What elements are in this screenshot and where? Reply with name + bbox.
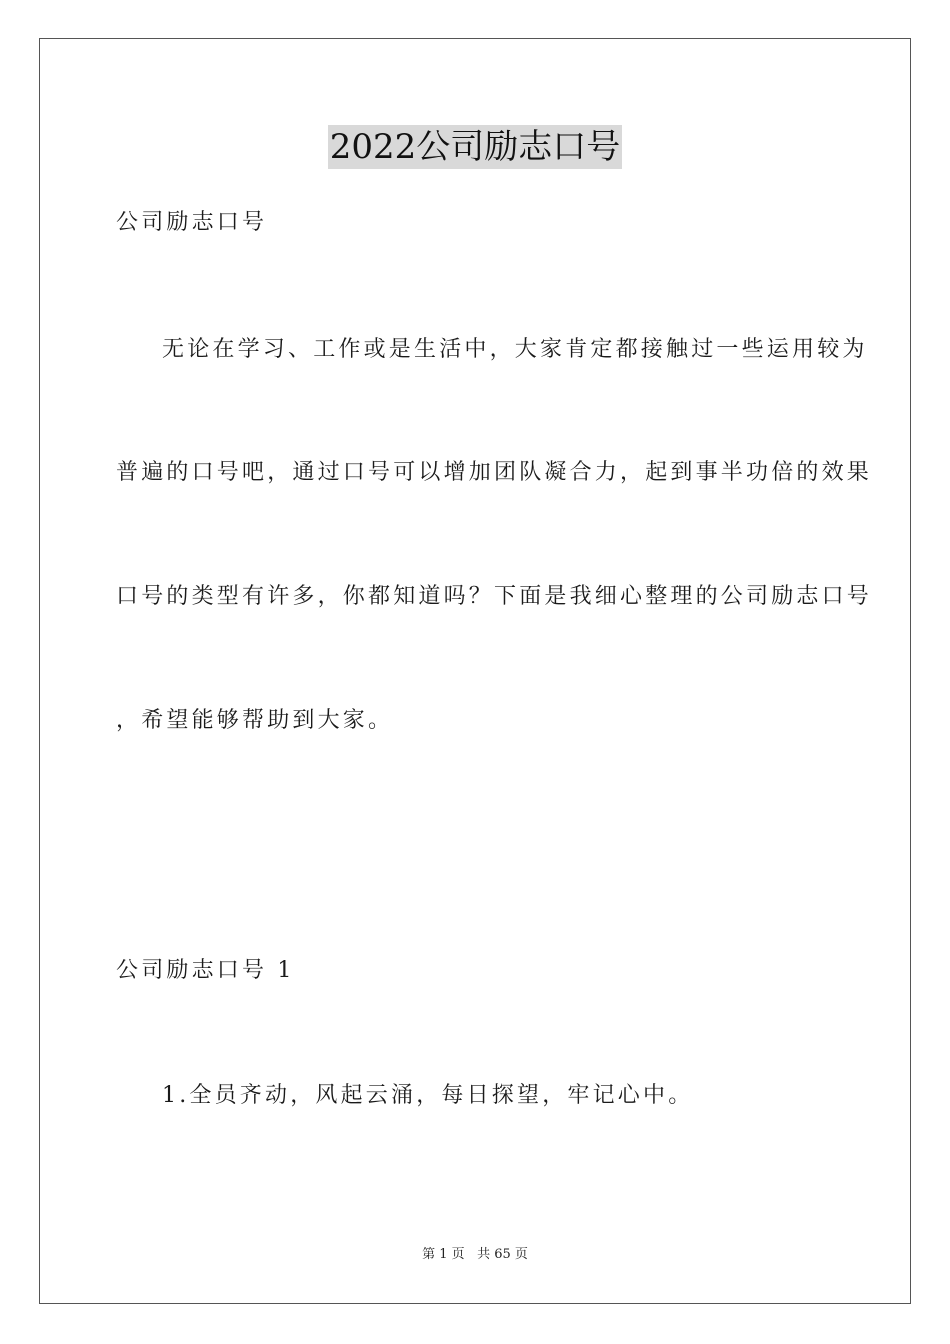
page-total: 共 65 页 [477, 1247, 528, 1262]
document-title: 2022公司励志口号 [329, 127, 621, 167]
title-container [0, 125, 950, 169]
intro-line: ，希望能够帮助到大家。 [116, 708, 394, 733]
section-heading: 公司励志口号 1 [116, 958, 295, 983]
intro-line: 口号的类型有许多，你都知道吗？下面是我细心整理的公司励志口号 [116, 584, 873, 609]
subtitle: 公司励志口号 [116, 210, 268, 235]
intro-line: 无论在学习、工作或是生活中，大家肯定都接触过一些运用较为 [162, 337, 868, 362]
page-number: 第 1 页 [422, 1247, 465, 1262]
list-item: 1.全员齐动，风起云涌，每日探望，牢记心中。 [162, 1083, 694, 1108]
page-footer [0, 1246, 950, 1264]
intro-line: 普遍的口号吧，通过口号可以增加团队凝合力，起到事半功倍的效果 [116, 460, 873, 485]
